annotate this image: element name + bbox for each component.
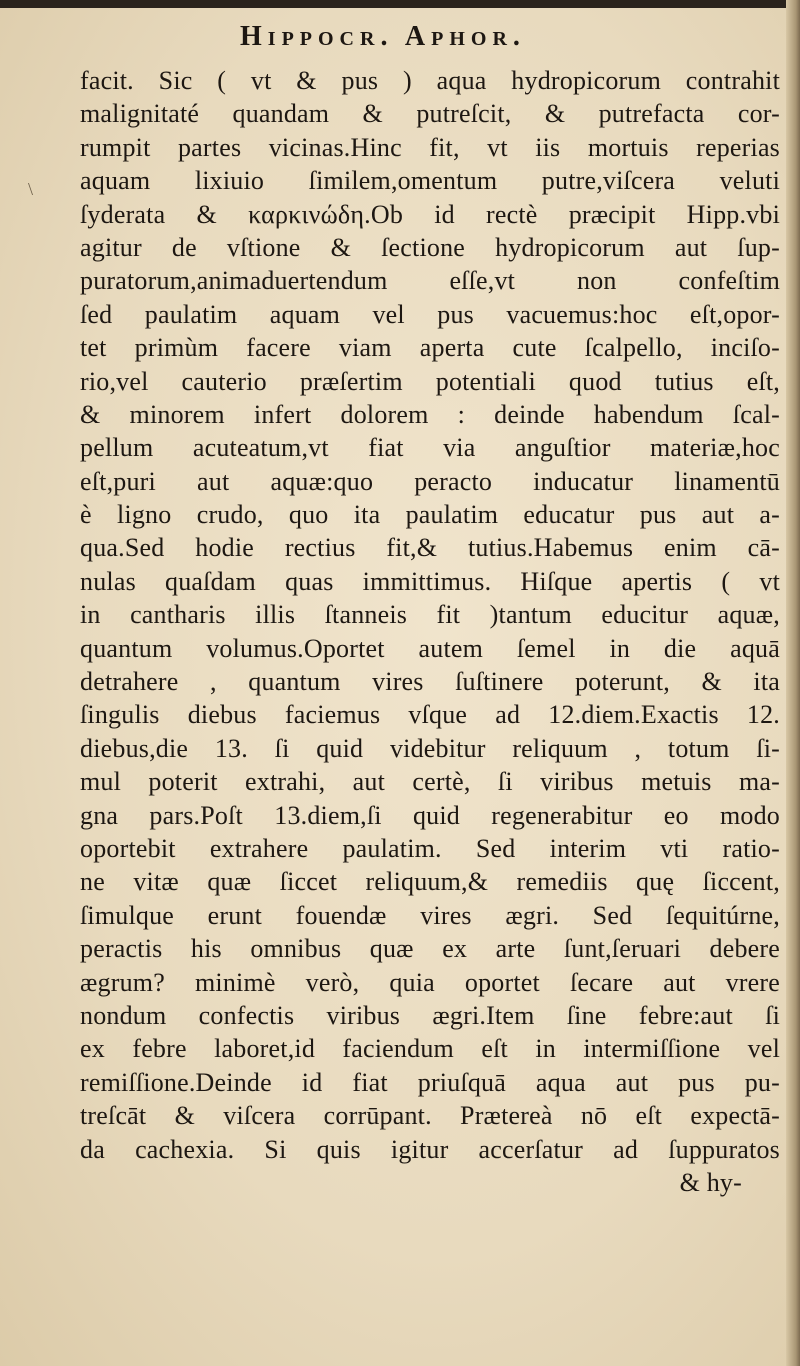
text-line: eſt,puri aut aquæ:quo peracto inducatur linamentū (80, 466, 780, 496)
page-top-edge (0, 0, 800, 8)
margin-mark: \ (28, 179, 34, 199)
catchword: & hy- (679, 1167, 742, 1197)
text-line: & minorem infert dolorem : deinde habendum ſcal- (80, 399, 780, 429)
text-line: facit. Sic ( vt & pus ) aqua hydropicorum contrahit (80, 66, 780, 95)
text-line: qua.Sed hodie rectius fit,& tutius.Habemus enim cā- (80, 533, 780, 563)
text-line: ſyderata & καρκινώδη.Ob id rectè præcipit Hipp.vbi (80, 199, 780, 229)
text-line: oportebit extrahere paulatim. Sed interim vti ratio- (80, 833, 780, 863)
text-line: ægrum? minimè verò, quia oportet ſecare aut vrere (80, 967, 780, 997)
body-text (80, 64, 780, 1199)
text-line: aquam lixiuio ſimilem,omentum putre,viſcera veluti (80, 166, 780, 196)
text-line: ſingulis diebus faciemus vſque ad 12.diem.Exactis 12. (80, 700, 780, 730)
text-line: diebus,die 13. ſi quid videbitur reliquum , totum ſi- (80, 733, 780, 763)
text-line: ex febre laboret,id faciendum eſt in intermiſſione vel (80, 1034, 780, 1064)
text-line: mul poterit extrahi, aut certè, ſi viribus metuis ma- (80, 767, 780, 797)
text-line: rumpit partes vicinas.Hinc fit, vt iis mortuis reperias (80, 132, 780, 162)
text-line: peractis his omnibus quæ ex arte ſunt,ſeruari debere (80, 934, 780, 964)
text-line: remiſſione.Deinde id fiat priuſquā aqua aut pus pu- (80, 1067, 780, 1097)
text-line: nondum confectis viribus ægri.Item ſine febre:aut ſi (80, 1000, 780, 1030)
text-line: ſimulque erunt fouendæ vires ægri. Sed ſequitúrne, (80, 900, 780, 930)
text-line: pellum acuteatum,vt fiat via anguſtior materiæ,hoc (80, 433, 780, 463)
text-line: in cantharis illis ſtanneis fit )tantum educitur aquæ, (80, 600, 780, 630)
text-line: ne vitæ quæ ſiccet reliquum,& remediis quę ſiccent, (80, 867, 780, 897)
text-line: puratorum,animaduertendum eſſe,vt non confeſtim (80, 266, 780, 296)
text-line: da cachexia. Si quis igitur accerſatur ad ſuppuratos (80, 1134, 780, 1164)
page-gutter-shadow (786, 0, 800, 1366)
running-head: Hippocr. Aphor. (240, 21, 526, 52)
text-line: treſcāt & viſcera corrūpant. Prætereà nō eſt expectā- (80, 1101, 780, 1131)
text-line: nulas quaſdam quas immittimus. Hiſque apertis ( vt (80, 566, 780, 596)
text-line: rio,vel cauterio præſertim potentiali quod tutius eſt, (80, 366, 780, 396)
text-line: gna pars.Poſt 13.diem,ſi quid regenerabitur eo modo (80, 800, 780, 830)
text-line: agitur de vſtione & ſectione hydropicorum aut ſup- (80, 232, 780, 262)
text-line: quantum volumus.Oportet autem ſemel in die aquā (80, 633, 780, 663)
text-line: tet primùm facere viam aperta cute ſcalpello, inciſo- (80, 333, 780, 363)
text-line: detrahere , quantum vires ſuſtinere poterunt, & ita (80, 667, 780, 697)
text-line: ſed paulatim aquam vel pus vacuemus:hoc eſt,opor- (80, 299, 780, 329)
text-line: malignitaté quandam & putreſcit, & putrefacta cor- (80, 99, 780, 129)
text-line: è ligno crudo, quo ita paulatim educatur pus aut a- (80, 500, 780, 530)
